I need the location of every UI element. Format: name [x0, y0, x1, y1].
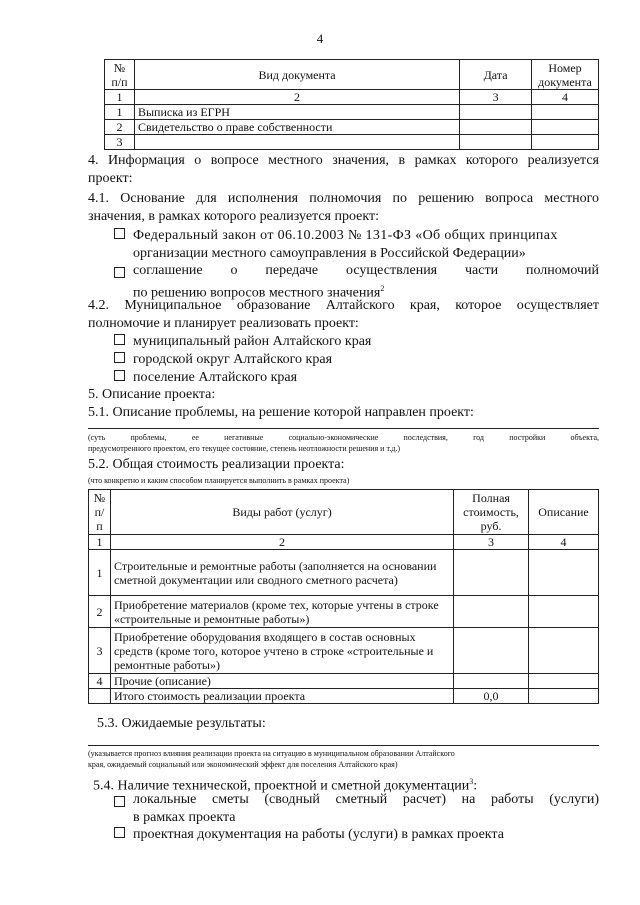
docs-index-cell: 2	[134, 90, 459, 105]
works-table	[88, 489, 599, 704]
docs-cell: Свидетельство о праве собственности	[134, 120, 459, 135]
section-5-1-hint: предусмотренного проектом, его текущее состояние, степень неотложности решения и т.д.)	[88, 444, 401, 453]
section-4-2-line: полномочие и планирует реализовать проект:	[88, 316, 359, 331]
works-cell[interactable]	[529, 628, 599, 674]
section-4-1-line: значения, в рамках которого реализуется проект:	[88, 209, 379, 224]
option-municipal-district[interactable]	[114, 333, 371, 351]
section-5-3-title: 5.3. Ожидаемые результаты:	[97, 716, 266, 731]
docs-cell[interactable]	[532, 120, 599, 135]
works-index-cell: 4	[529, 535, 599, 550]
docs-header-num: № п/п	[105, 60, 135, 90]
docs-index-cell: 4	[532, 90, 599, 105]
table-row	[105, 120, 599, 135]
section-4-2-line: 4.2. Муниципальное образование Алтайского края, которое осуществляет	[88, 298, 599, 313]
section-5-2-hint: (что конкретно и каким способом планируется выполнить в рамках проекта)	[88, 476, 350, 485]
checkbox-icon[interactable]	[114, 796, 125, 807]
option-settlement[interactable]	[114, 369, 297, 387]
works-index-cell: 1	[89, 535, 111, 550]
option-agreement-label: соглашение о передаче осуществления части полномочий	[133, 263, 599, 278]
table-row	[89, 596, 599, 628]
checkbox-icon[interactable]	[114, 334, 125, 345]
works-cell: Приобретение оборудования входящего в состав основных средств (кроме того, которое учтено в строке «строительные и ремонтные работы»)	[110, 628, 453, 674]
works-header-num: № п/ п	[89, 490, 111, 535]
works-cell[interactable]	[529, 674, 599, 689]
section-5-2-title: 5.2. Общая стоимость реализации проекта:	[88, 457, 345, 472]
option-local-estimates-label: локальные сметы (сводный сметный расчет) на работы (услуги)	[133, 792, 599, 807]
works-index-cell: 3	[454, 535, 529, 550]
section-5-1-hint: (суть проблемы, ее негативные социально-экономические последствия, год постройки объекта,	[88, 433, 599, 442]
docs-header-date: Дата	[460, 60, 532, 90]
checkbox-icon[interactable]	[114, 370, 125, 381]
works-cell: 2	[89, 596, 111, 628]
option-federal-law[interactable]	[114, 227, 599, 245]
docs-index-cell: 3	[460, 90, 532, 105]
table-row	[89, 628, 599, 674]
table-row-total	[89, 689, 599, 704]
option-federal-law-line2: организации местного самоуправления в Российской Федерации»	[133, 246, 526, 261]
works-cell: 1	[89, 550, 111, 596]
option-agreement-text: по решению вопросов местного значения	[133, 285, 381, 301]
works-cell[interactable]	[529, 550, 599, 596]
table-row	[89, 674, 599, 689]
option-local-estimates-line2: в рамках проекта	[133, 810, 236, 825]
option-local-estimates[interactable]	[114, 791, 599, 809]
option-city-district-label: городской округ Алтайского края	[133, 352, 333, 367]
section-4-title-line: проект:	[88, 171, 133, 186]
section-5-title: 5. Описание проекта:	[88, 387, 216, 402]
works-total-empty	[89, 689, 111, 704]
docs-cell[interactable]	[460, 105, 532, 120]
footnote-ref: 2	[380, 284, 385, 293]
docs-cell: Выписка из ЕГРН	[134, 105, 459, 120]
option-federal-law-label: Федеральный закон от 06.10.2003 № 131-ФЗ «Об общих принципах	[133, 228, 558, 243]
table-row	[105, 105, 599, 120]
option-project-documentation[interactable]	[114, 826, 504, 844]
works-cell: 4	[89, 674, 111, 689]
works-cell: 3	[89, 628, 111, 674]
option-city-district[interactable]	[114, 351, 332, 369]
works-cell[interactable]	[454, 596, 529, 628]
docs-cell[interactable]	[460, 120, 532, 135]
docs-cell: 2	[105, 120, 135, 135]
works-cell[interactable]	[454, 550, 529, 596]
table-row	[89, 550, 599, 596]
docs-cell[interactable]	[532, 135, 599, 150]
works-total-value: 0,0	[454, 689, 529, 704]
section-4-1-line: 4.1. Основание для исполнения полномочия по решению вопроса местного	[88, 191, 599, 206]
table-row	[105, 135, 599, 150]
checkbox-icon[interactable]	[114, 267, 125, 278]
docs-header-type: Вид документа	[134, 60, 459, 90]
docs-cell[interactable]	[134, 135, 459, 150]
works-cell: Прочие (описание)	[110, 674, 453, 689]
works-cell: Приобретение материалов (кроме тех, которые учтены в строке «строительные и ремонтные работы»)	[110, 596, 453, 628]
option-municipal-district-label: муниципальный район Алтайского края	[133, 334, 372, 349]
docs-header-number: Номер документа	[532, 60, 599, 90]
docs-cell[interactable]	[532, 105, 599, 120]
works-cell: Строительные и ремонтные работы (заполняется на основании сметной документации или сводного сметного расчета)	[110, 550, 453, 596]
problem-input-line[interactable]	[88, 428, 599, 429]
section-4-title-line: 4. Информация о вопросе местного значения, в рамках которого реализуется	[88, 153, 599, 168]
section-5-4-text: 5.4. Наличие технической, проектной и сметной документации	[93, 778, 470, 794]
works-total-label: Итого стоимость реализации проекта	[110, 689, 453, 704]
section-5-1-title: 5.1. Описание проблемы, на решение которой направлен проект:	[88, 405, 474, 420]
option-settlement-label: поселение Алтайского края	[133, 370, 298, 385]
docs-cell: 3	[105, 135, 135, 150]
section-5-4-colon: :	[473, 778, 478, 794]
works-header-type: Виды работ (услуг)	[110, 490, 453, 535]
results-input-line[interactable]	[88, 745, 599, 746]
section-5-3-hint: края, ожидаемый социальный или экономический эффект для поселения Алтайского края)	[88, 760, 398, 769]
documents-table	[104, 59, 599, 150]
docs-index-cell: 1	[105, 90, 135, 105]
works-header-cost: Полная стоимость, руб.	[454, 490, 529, 535]
docs-cell: 1	[105, 105, 135, 120]
docs-cell[interactable]	[460, 135, 532, 150]
checkbox-icon[interactable]	[114, 827, 125, 838]
footnote-ref: 3	[469, 777, 474, 786]
works-total-description	[529, 689, 599, 704]
works-header-description: Описание	[529, 490, 599, 535]
checkbox-icon[interactable]	[114, 352, 125, 363]
option-agreement[interactable]	[114, 262, 599, 280]
works-index-cell: 2	[110, 535, 453, 550]
section-5-3-hint: (указывается прогноз влияния реализации проекта на ситуацию в муниципальном образовании Алтайского	[88, 749, 455, 758]
page-number: 4	[316, 31, 324, 46]
option-project-documentation-label: проектная документация на работы (услуги) в рамках проекта	[133, 827, 504, 842]
works-cell[interactable]	[454, 628, 529, 674]
works-cell[interactable]	[454, 674, 529, 689]
works-cell[interactable]	[529, 596, 599, 628]
checkbox-icon[interactable]	[114, 228, 125, 239]
